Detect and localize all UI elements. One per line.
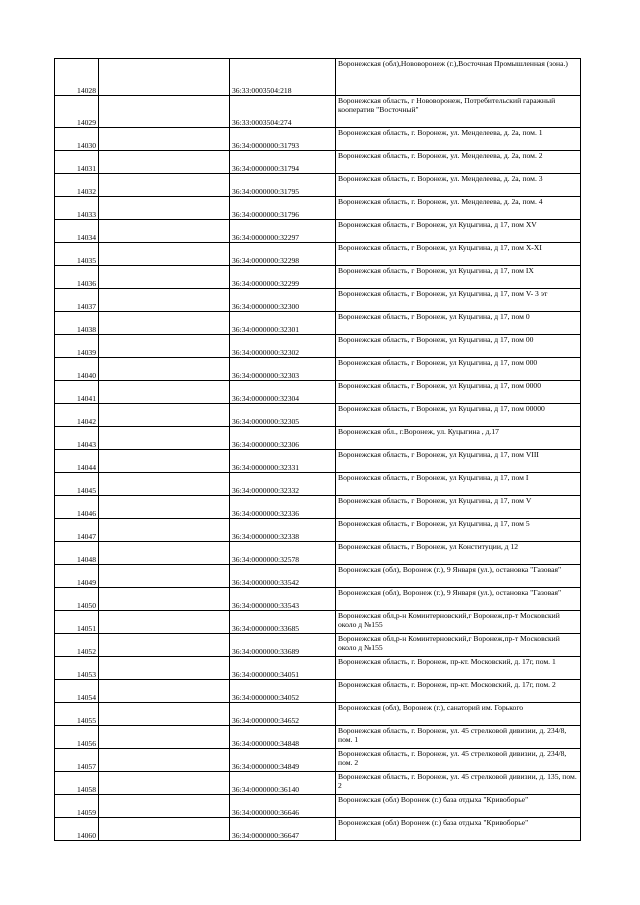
table-row	[55, 680, 581, 703]
row-number: 14060	[55, 818, 99, 841]
row-number: 14035	[55, 243, 99, 266]
address: Воронежская (обл), Воронеж (г.), 9 Января (ул.), остановка "Газовая"	[336, 588, 581, 611]
table-row	[55, 151, 581, 174]
empty-cell	[99, 588, 230, 611]
table-row	[55, 427, 581, 450]
empty-cell	[99, 772, 230, 795]
table-row	[55, 542, 581, 565]
address: Воронежская область, г Воронеж, ул Куцыгина, д 17, пом 0000	[336, 381, 581, 404]
empty-cell	[99, 749, 230, 772]
address: Воронежская область, г Воронеж, ул Куцыгина, д 17, пом V- 3 эт	[336, 289, 581, 312]
table-row	[55, 289, 581, 312]
table-row	[55, 197, 581, 220]
empty-cell	[99, 59, 230, 96]
address: Воронежская область, г. Воронеж, ул. Менделеева, д. 2а, пом. 3	[336, 174, 581, 197]
row-number: 14049	[55, 565, 99, 588]
table-row	[55, 96, 581, 128]
address: Воронежская область, г Воронеж, ул Куцыгина, д 17, пом X-XI	[336, 243, 581, 266]
row-number: 14042	[55, 404, 99, 427]
cadastral-number: 36:34:0000000:36646	[230, 795, 336, 818]
table-row	[55, 588, 581, 611]
empty-cell	[99, 404, 230, 427]
cadastral-number: 36:34:0000000:32338	[230, 519, 336, 542]
empty-cell	[99, 818, 230, 841]
address: Воронежская область, г Воронеж, ул Куцыгина, д 17, пом 00	[336, 335, 581, 358]
empty-cell	[99, 795, 230, 818]
row-number: 14036	[55, 266, 99, 289]
row-number: 14041	[55, 381, 99, 404]
row-number: 14037	[55, 289, 99, 312]
address: Воронежская область, г Воронеж, ул Куцыгина, д 17, пом 00000	[336, 404, 581, 427]
cadastral-number: 36:34:0000000:31796	[230, 197, 336, 220]
row-number: 14039	[55, 335, 99, 358]
cadastral-number: 36:34:0000000:33685	[230, 611, 336, 634]
row-number: 14038	[55, 312, 99, 335]
table-row	[55, 358, 581, 381]
cadastral-number: 36:34:0000000:32578	[230, 542, 336, 565]
empty-cell	[99, 565, 230, 588]
cadastral-number: 36:34:0000000:32304	[230, 381, 336, 404]
empty-cell	[99, 381, 230, 404]
address: Воронежская область, г Воронеж, ул Куцыгина, д 17, пом I	[336, 473, 581, 496]
empty-cell	[99, 174, 230, 197]
cadastral-number: 36:34:0000000:32336	[230, 496, 336, 519]
cadastral-number: 36:34:0000000:32298	[230, 243, 336, 266]
address: Воронежская область, г Воронеж, ул Куцыгина, д 17, пом 000	[336, 358, 581, 381]
table-row	[55, 795, 581, 818]
row-number: 14034	[55, 220, 99, 243]
empty-cell	[99, 450, 230, 473]
empty-cell	[99, 726, 230, 749]
row-number: 14031	[55, 151, 99, 174]
cadastral-number: 36:33:0003504:218	[230, 59, 336, 96]
cadastral-number: 36:34:0000000:32300	[230, 289, 336, 312]
cadastral-number: 36:34:0000000:32297	[230, 220, 336, 243]
table-row	[55, 657, 581, 680]
cadastral-number: 36:34:0000000:33689	[230, 634, 336, 657]
table-row	[55, 634, 581, 657]
table-row	[55, 611, 581, 634]
empty-cell	[99, 358, 230, 381]
address: Воронежская область, г. Воронеж, пр-кт. Московский, д. 17г, пом. 1	[336, 657, 581, 680]
address: Воронежская (обл), Воронеж (г.), санаторий им. Горького	[336, 703, 581, 726]
table-row	[55, 703, 581, 726]
cadastral-number: 36:34:0000000:32305	[230, 404, 336, 427]
table-row	[55, 565, 581, 588]
empty-cell	[99, 335, 230, 358]
cadastral-number: 36:34:0000000:32332	[230, 473, 336, 496]
row-number: 14044	[55, 450, 99, 473]
row-number: 14046	[55, 496, 99, 519]
row-number: 14032	[55, 174, 99, 197]
cadastral-number: 36:34:0000000:32331	[230, 450, 336, 473]
address: Воронежская (обл),Нововоронеж (г.),Восточная Промышленная (зона.)	[336, 59, 581, 96]
cadastral-number: 36:34:0000000:32301	[230, 312, 336, 335]
row-number: 14055	[55, 703, 99, 726]
empty-cell	[99, 128, 230, 151]
row-number: 14045	[55, 473, 99, 496]
row-number: 14040	[55, 358, 99, 381]
address: Воронежская область, г. Воронеж, пр-кт. Московский, д. 17г, пом. 2	[336, 680, 581, 703]
table-row	[55, 473, 581, 496]
table-row	[55, 404, 581, 427]
table-row	[55, 174, 581, 197]
row-number: 14053	[55, 657, 99, 680]
empty-cell	[99, 542, 230, 565]
address: Воронежская (обл) Воронеж (г.) база отдыха "Кривоборье"	[336, 818, 581, 841]
registry-table	[54, 58, 581, 841]
empty-cell	[99, 220, 230, 243]
table-row	[55, 496, 581, 519]
empty-cell	[99, 96, 230, 128]
empty-cell	[99, 473, 230, 496]
address: Воронежская область, г Воронеж, ул Конституции, д 12	[336, 542, 581, 565]
address: Воронежская область, г. Воронеж, ул. 45 стрелковой дивизии, д. 234/8, пом. 1	[336, 726, 581, 749]
empty-cell	[99, 312, 230, 335]
cadastral-number: 36:34:0000000:34052	[230, 680, 336, 703]
table-row	[55, 243, 581, 266]
row-number: 14058	[55, 772, 99, 795]
cadastral-number: 36:34:0000000:34051	[230, 657, 336, 680]
cadastral-number: 36:34:0000000:33543	[230, 588, 336, 611]
address: Воронежская обл,р-н Коминтерновский,г Воронеж,пр-т Московский около д №155	[336, 611, 581, 634]
row-number: 14059	[55, 795, 99, 818]
address: Воронежская область, г. Воронеж, ул. Менделеева, д. 2а, пом. 2	[336, 151, 581, 174]
table-row	[55, 726, 581, 749]
address: Воронежская область, г Воронеж, ул Куцыгина, д 17, пом XV	[336, 220, 581, 243]
empty-cell	[99, 289, 230, 312]
cadastral-number: 36:34:0000000:36647	[230, 818, 336, 841]
cadastral-number: 36:34:0000000:34848	[230, 726, 336, 749]
cadastral-number: 36:34:0000000:31794	[230, 151, 336, 174]
row-number: 14028	[55, 59, 99, 96]
empty-cell	[99, 197, 230, 220]
row-number: 14033	[55, 197, 99, 220]
empty-cell	[99, 151, 230, 174]
table-row	[55, 749, 581, 772]
row-number: 14047	[55, 519, 99, 542]
row-number: 14029	[55, 96, 99, 128]
cadastral-number: 36:34:0000000:34652	[230, 703, 336, 726]
address: Воронежская область, г Воронеж, ул Куцыгина, д 17, пом 0	[336, 312, 581, 335]
cadastral-number: 36:34:0000000:31795	[230, 174, 336, 197]
table-row	[55, 450, 581, 473]
cadastral-number: 36:34:0000000:32302	[230, 335, 336, 358]
row-number: 14051	[55, 611, 99, 634]
row-number: 14052	[55, 634, 99, 657]
table-row	[55, 128, 581, 151]
empty-cell	[99, 611, 230, 634]
address: Воронежская область, г Воронеж, ул Куцыгина, д 17, пом V	[336, 496, 581, 519]
empty-cell	[99, 243, 230, 266]
empty-cell	[99, 680, 230, 703]
empty-cell	[99, 703, 230, 726]
address: Воронежская обл,р-н Коминтерновский,г Воронеж,пр-т Московский около д №155	[336, 634, 581, 657]
address: Воронежская обл., г.Воронеж, ул. Куцыгина , д.17	[336, 427, 581, 450]
cadastral-number: 36:34:0000000:36140	[230, 772, 336, 795]
cadastral-number: 36:34:0000000:34849	[230, 749, 336, 772]
row-number: 14054	[55, 680, 99, 703]
table-row	[55, 818, 581, 841]
table-row	[55, 59, 581, 96]
row-number: 14048	[55, 542, 99, 565]
address: Воронежская область, г Нововоронеж, Потребительский гаражный кооператив "Восточный"	[336, 96, 581, 128]
address: Воронежская область, г. Воронеж, ул. 45 стрелковой дивизии, д. 234/8, пом. 2	[336, 749, 581, 772]
address: Воронежская область, г Воронеж, ул Куцыгина, д 17, пом IX	[336, 266, 581, 289]
row-number: 14056	[55, 726, 99, 749]
cadastral-number: 36:34:0000000:32303	[230, 358, 336, 381]
cadastral-number: 36:34:0000000:33542	[230, 565, 336, 588]
table-row	[55, 266, 581, 289]
row-number: 14050	[55, 588, 99, 611]
address: Воронежская область, г. Воронеж, ул. 45 стрелковой дивизии, д. 135, пом. 2	[336, 772, 581, 795]
address: Воронежская область, г Воронеж, ул Куцыгина, д 17, пом VIII	[336, 450, 581, 473]
registry-table-body	[55, 59, 581, 841]
row-number: 14043	[55, 427, 99, 450]
address: Воронежская область, г Воронеж, ул Куцыгина, д 17, пом 5	[336, 519, 581, 542]
table-row	[55, 772, 581, 795]
table-row	[55, 519, 581, 542]
table-row	[55, 220, 581, 243]
address: Воронежская область, г. Воронеж, ул. Менделеева, д. 2а, пом. 1	[336, 128, 581, 151]
table-row	[55, 381, 581, 404]
cadastral-number: 36:34:0000000:32299	[230, 266, 336, 289]
address: Воронежская (обл) Воронеж (г.) база отдыха "Кривоборье"	[336, 795, 581, 818]
row-number: 14030	[55, 128, 99, 151]
empty-cell	[99, 496, 230, 519]
address: Воронежская область, г. Воронеж, ул. Менделеева, д. 2а, пом. 4	[336, 197, 581, 220]
table-row	[55, 335, 581, 358]
table-row	[55, 312, 581, 335]
row-number: 14057	[55, 749, 99, 772]
address: Воронежская (обл), Воронеж (г.), 9 Января (ул.), остановка "Газовая"	[336, 565, 581, 588]
empty-cell	[99, 634, 230, 657]
empty-cell	[99, 266, 230, 289]
cadastral-number: 36:34:0000000:31793	[230, 128, 336, 151]
empty-cell	[99, 519, 230, 542]
empty-cell	[99, 427, 230, 450]
cadastral-number: 36:34:0000000:32306	[230, 427, 336, 450]
empty-cell	[99, 657, 230, 680]
cadastral-number: 36:33:0003504:274	[230, 96, 336, 128]
